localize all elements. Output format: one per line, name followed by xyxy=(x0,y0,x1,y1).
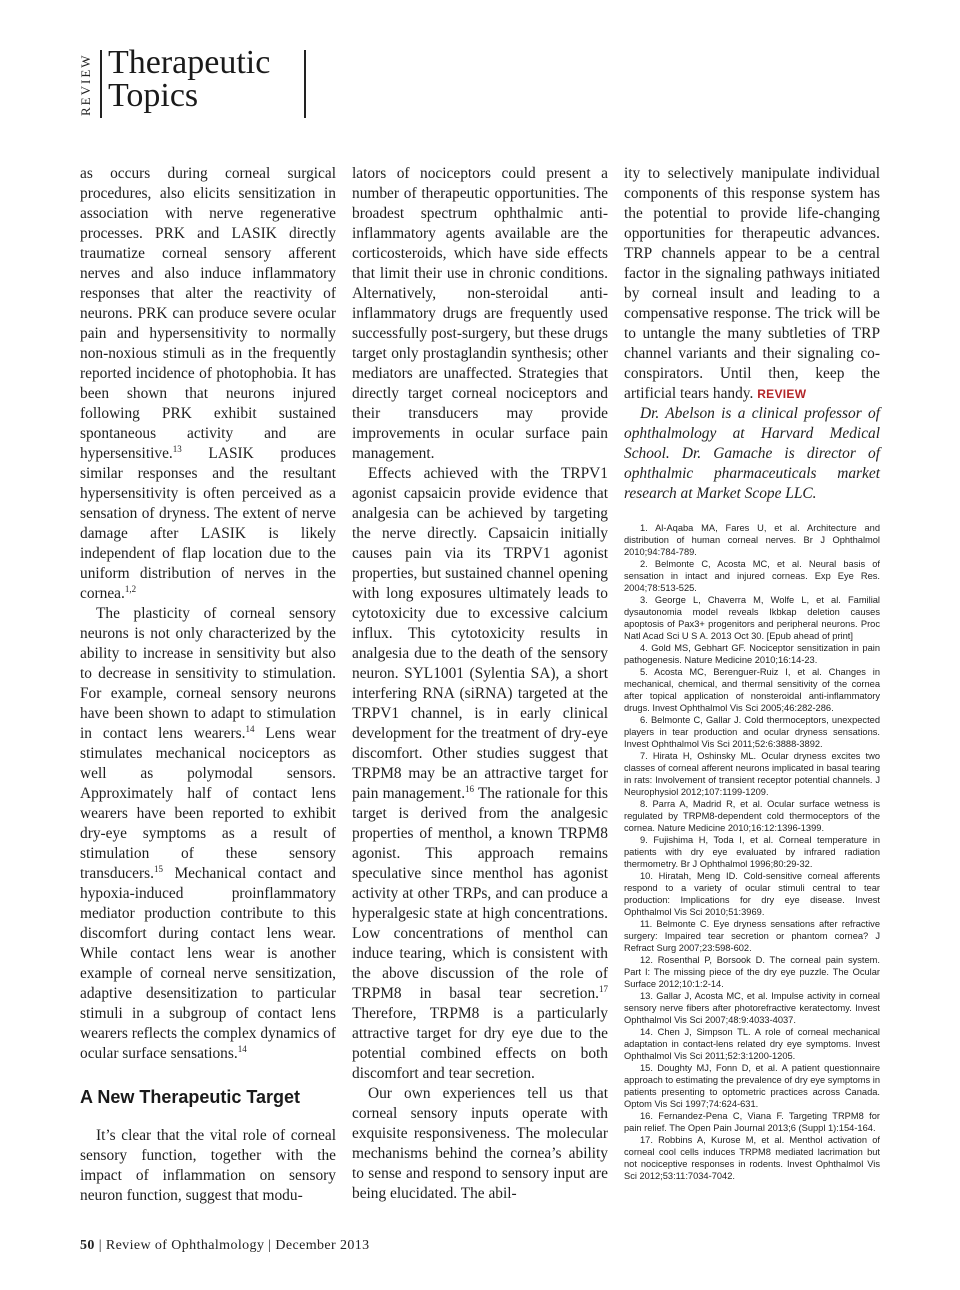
paragraph: lators of nociceptors could present a number of therapeutic opportunities. The broadest spectrum ophthalmic anti-inflammatory agents available are the corticosteroids, which have side effects that limit their use in chronic conditions. Alternatively, non-steroidal anti-inflammatory drugs are frequently used successfully post-surgery, but these drugs target only prostaglandin synthesis; other mediators are unaffected. Strategies that directly target corneal nociceptors and their transducers may provide improvements in ocular surface pain management. xyxy=(352,165,608,462)
reference-item: 7. Hirata H, Oshinsky ML. Ocular dryness excites two classes of corneal afferent neurons implicated in basal tearing in rats: Involvement of transient receptor potential channels. J Neurophysiol 2012;107:1199-1209. xyxy=(624,751,880,797)
reference-item: 13. Gallar J, Acosta MC, et al. Impulse activity in corneal sensory nerve fibers after photorefractive keratectomy. Invest Ophthalmol Vis Sci 2007;48:9:4033-4037. xyxy=(624,991,880,1025)
citation: 15 xyxy=(153,863,163,874)
paragraph: Our own experiences tell us that corneal sensory inputs operate with exquisite responsiveness. The molecular mechanisms behind the cornea’s ability to sense and respond to sensory input are being elucidated. The abil- xyxy=(352,1085,608,1202)
page-number: 50 xyxy=(80,1238,95,1253)
reference-item: 12. Rosenthal P, Borsook D. The corneal pain system. Part I: The missing piece of the dry eye puzzle. The Ocular Surface 2012;10:1:2-14. xyxy=(624,955,880,989)
paragraph: The plasticity of corneal sensory neurons is not only characterized by the ability to increase in sensitivity but also to decrease in sensitivity to stimulation. For example, corneal sensory neurons have been shown to adapt to stimulation in contact lens wearers.$^{14}$ Lens wear stimulates mechanical nociceptors as well as polymodal sensors. Approximately half of contact lens wearers have been reported to exhibit dry-eye symptoms as a result of stimulation of these sensory transducers.$^{15}$ Mechanical contact and hypoxia-induced proinflammatory mediator production contribute to this discomfort during contact lens wear. While contact lens wear is another example of corneal nerve sensitization, adaptive desensitization to particular stimuli in a subgroup of contact lens wearers reflects the complex dynamics of ocular surface sensations.$^{14}$ xyxy=(80,605,336,1062)
reference-item: 14. Chen J, Simpson TL. A role of corneal mechanical adaptation in contact-lens related dry eye symptoms. Invest Ophthalmol Vis Sci 2011;52:3:1200-1205. xyxy=(624,1027,880,1061)
reference-item: 10. Hiratah, Meng ID. Cold-sensitive corneal afferents respond to a variety of ocular stimuli central to tear production: Implications for dry eye disease. Invest Ophthalmol Vis Sci 2010;51:3969. xyxy=(624,871,880,917)
column-1 xyxy=(80,164,336,1206)
reference-item: 6. Belmonte C, Gallar J. Cold thermoceptors, unexpected players in tear production and ocular dryness sensations. Invest Ophthalmol Vis Sci 2011;52:6:3888-3892. xyxy=(624,715,880,749)
section-title-line1: Therapeutic xyxy=(108,44,271,81)
page-footer: 50 | Review of Ophthalmology | December 2013 xyxy=(80,1238,370,1253)
header-divider-right xyxy=(304,50,306,118)
reference-item: 1. Al-Aqaba MA, Fares U, et al. Architecture and distribution of human corneal nerves. Br J Ophthalmol 2010;94:784-789. xyxy=(624,523,880,557)
reference-item: 17. Robbins A, Kurose M, et al. Menthol activation of corneal cool cells induces TRPM8 mediated lacrimation but not nociceptive responses in rodents. Invest Ophthalmol Vis Sci 2012;53:11:7034-7042. xyxy=(624,1135,880,1181)
paragraph: Effects achieved with the TRPV1 agonist capsaicin provide evidence that analgesia can be achieved by targeting the nerve directly. Capsaicin initially causes pain via its TRPV1 agonist properties, but sustained channel opening with long exposures ultimately leads to cytotoxicity due to excessive calcium influx. This cytotoxicity results in analgesia due to the death of the sensory neuron. SYL1001 (Sylentia SA), a short interfering RNA (siRNA) targeted at the TRPV1 channel, is in early clinical development for the treatment of dry-eye discomfort. Other studies suggest that TRPM8 may be an attractive target for pain management.$^{16}$ The rationale for this target is derived from the analgesic properties of menthol, a known TRPM8 agonist. This approach remains speculative since menthol has agonist activity at other TRPs, and can produce a hyperalgesic state at high concentrations. Low concentrations of menthol can induce tearing, which is consistent with the above discussion of the role of TRPM8 in basal tear secretion.$^{17}$ Therefore, TRPM8 is a particularly attractive target for dry eye due to the potential combined effects on both discomfort and tear secretion. xyxy=(352,465,608,1082)
paragraph: It’s clear that the vital role of corneal sensory function, together with the impact of inflammation on sensory neuron function, suggest that modu- xyxy=(80,1127,336,1204)
reference-item: 11. Belmonte C. Eye dryness sensations after refractive surgery: Impaired tear secretion or phantom cornea? J Refract Surg 2007;23:598-602. xyxy=(624,919,880,953)
header-divider-left xyxy=(100,50,102,118)
journal-name: Review of Ophthalmology xyxy=(105,1238,265,1253)
citation: 14 xyxy=(245,723,255,734)
paragraph: ity to selectively manipulate individual components of this response system has the potential to provide life-changing opportunities for therapeutic advances. TRP channels appear to be a central factor in the signaling pathways initiated by corneal insult and leading to a compensative response. The trick will be to untangle the many subtleties of TRP channel variants and their signaling co-conspirators. Until then, keep the artificial tears handy. REVIEW xyxy=(624,165,880,402)
column-3 xyxy=(624,164,880,1182)
citation: 13 xyxy=(172,443,182,454)
citation: 17 xyxy=(599,983,608,994)
reference-item: 16. Fernandez-Pena C, Viana F. Targeting TRPM8 for pain relief. The Open Pain Journal 2013;6 (Suppl 1):154-164. xyxy=(624,1111,880,1133)
reference-item: 9. Fujishima H, Toda I, et al. Corneal temperature in patients with dry eye evaluated by infrared radiation thermometry. Br J Ophthalmol 1996;80:29-32. xyxy=(624,835,880,869)
end-mark: REVIEW xyxy=(757,387,807,401)
issue-date: December 2013 xyxy=(275,1238,370,1253)
section-title xyxy=(108,46,270,112)
citation: 1,2 xyxy=(124,583,137,594)
review-tag: REVIEW xyxy=(78,53,93,117)
reference-item: 3. George L, Chaverra M, Wolfe L, et al. Familial dysautonomia model reveals Ikbkap deletion causes apoptosis of Pax3+ progenitors and peripheral neurons. Proc Natl Acad Sci U S A. 2013 Oct 30. [Epub ahead of print] xyxy=(624,595,880,641)
paragraph: as occurs during corneal surgical procedures, also elicits sensitization in association with nerve regenerative processes. PRK and LASIK directly traumatize corneal sensory afferent nerves and also induce inflammatory responses that alter the reactivity of neurons. PRK can produce severe ocular pain and hypersensitivity to normally non-noxious stimuli as in the frequently reported incidence of photophobia. It has been shown that neurons injured following PRK exhibit sustained spontaneous activity and are hypersensitive.$^{13}$ LASIK produces similar responses and the resultant hypersensitivity is often perceived as a sensation of dryness. The extent of nerve damage after LASIK is likely independent of flap location due to the uniform distribution of nerves in the cornea.$^{1,2}$ xyxy=(80,165,336,602)
author-bio: Dr. Abelson is a clinical professor of ophthalmology at Harvard Medical School. Dr. Gamache is director of ophthalmic pharmaceuticals market research at Market Scope LLC. xyxy=(624,405,880,502)
reference-item: 8. Parra A, Madrid R, et al. Ocular surface wetness is regulated by TRPM8-dependent cold thermoceptors of the cornea. Nature Medicine 2010;16:12:1396-1399. xyxy=(624,799,880,833)
citation: 16 xyxy=(465,783,475,794)
reference-item: 2. Belmonte C, Acosta MC, et al. Neural basis of sensation in intact and injured corneas. Exp Eye Res. 2004;78:513-525. xyxy=(624,559,880,593)
citation: 14 xyxy=(237,1043,247,1054)
reference-item: 5. Acosta MC, Berenguer-Ruiz I, et al. Changes in mechanical, chemical, and thermal sensitivity of the cornea after topical application of nonsteroidal anti-inflammatory drugs. Invest Ophthalmol Vis Sci 2005;46:282-286. xyxy=(624,667,880,713)
references-list xyxy=(624,522,880,1182)
section-title-line2: Topics xyxy=(108,77,199,114)
column-2 xyxy=(352,164,608,1204)
reference-item: 15. Doughty MJ, Fonn D, et al. A patient questionnaire approach to estimating the prevalence of dry eye symptoms in patients presenting to optometric practices across Canada. Optom Vis Sci 1997;74:624-631. xyxy=(624,1063,880,1109)
reference-item: 4. Gold MS, Gebhart GF. Nociceptor sensitization in pain pathogenesis. Nature Medicine 2010;16:14-23. xyxy=(624,643,880,665)
subheading: A New Therapeutic Target xyxy=(80,1087,301,1107)
